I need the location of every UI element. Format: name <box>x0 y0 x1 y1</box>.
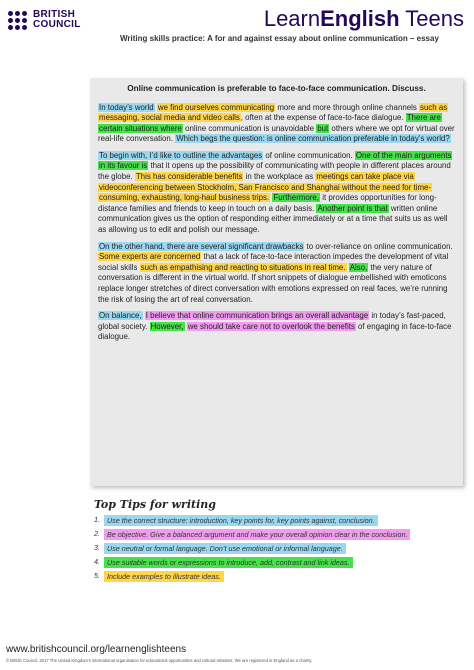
tip-number: 5. <box>94 571 100 580</box>
tip-text: Use the correct structure: introduction, key points for, key points against, conclusion. <box>104 515 378 526</box>
logo-line-1: BRITISH <box>33 9 76 20</box>
essay-paragraph-4: On balance, I believe that online communication brings an overall advantage in today’s fast-paced, global society. However, we should take care not to overlook the benefits of engaging in face-to-face dialogue. <box>98 311 452 342</box>
highlight-blue: In today’s world <box>99 102 154 112</box>
highlight-green: but <box>317 123 329 133</box>
highlight-pink: I believe that online communication brings an overall advantage <box>145 311 369 321</box>
tip-item <box>86 543 466 554</box>
brand-english: English <box>320 6 400 31</box>
learnenglish-teens-brand <box>264 6 464 32</box>
british-council-logo <box>8 10 81 30</box>
highlight-green: Another point is that <box>317 203 388 213</box>
highlight-yellow: we find ourselves communicating <box>157 102 275 112</box>
highlight-green: Also, <box>349 262 368 272</box>
tip-text: Use neutral or formal language. Don’t use emotional or informal language. <box>104 543 346 554</box>
highlight-blue: On balance, <box>99 311 142 321</box>
tip-number: 3. <box>94 543 100 552</box>
page-subtitle: Writing skills practice: A for and against essay about online communication – essay <box>120 34 439 43</box>
highlight-yellow: Some experts are concerned <box>99 252 201 262</box>
highlight-pink: we should take care not to overlook the benefits <box>187 321 355 331</box>
tip-text: Include examples to illustrate ideas. <box>104 571 224 582</box>
highlight-blue: On the other hand, there are several significant drawbacks <box>99 241 304 251</box>
highlight-green: One of the main arguments in its favour is <box>99 150 452 171</box>
top-tips-section <box>86 498 466 585</box>
highlight-green: However, <box>150 321 184 331</box>
tip-item <box>86 571 466 582</box>
footer-url: www.britishcouncil.org/learnenglishteens <box>6 644 187 655</box>
brand-learn: Learn <box>263 6 321 31</box>
page-header <box>0 0 474 52</box>
highlight-yellow: such as messaging, social media and video calls <box>99 102 448 123</box>
tip-text: Use suitable words or expressions to introduce, add, contrast and link ideas. <box>104 557 353 568</box>
highlight-yellow: meetings can take place via videoconferencing between Stockholm, San Francisco and Shanghai without the need for time-consuming, exhausting, long-haul business trips. <box>99 172 432 203</box>
essay-paragraph-3: On the other hand, there are several significant drawbacks to over-reliance on online communication. Some experts are concerned that a lack of face-to-face interaction impedes the development of vital social skills such as empathising and reacting to situations in real time. Also, the very nature of conversation is different in the virtual world. If short snippets of dialogue embellished with emoticons replace longer stretches of direct conversation with emotions expressed on real faces, we’re running the risk of losing the art of real conversation. <box>98 241 453 304</box>
tips-title: Top Tips for writing <box>94 498 216 511</box>
essay-paragraph-2: To begin with, I’d like to outline the advantages of online communication. One of the main arguments in its favour is that it opens up the possibility of communicating with people in different places around the globe. This has considerable benefits in the workplace as meetings can take place via videoconferencing between Stockholm, San Francisco and Shanghai without the need for time-consuming, exhausting, long-haul business trips. Furthermore, it provides opportunities for long-distance families and friends to keep in touch on a daily basis. Another point is that written online communication gives us the option of responding either immediately or at a time that suits us as well as allowing us to edit and polish our message. <box>98 150 452 235</box>
highlight-green: Furthermore, <box>273 193 319 203</box>
brand-teens: Teens <box>405 6 464 31</box>
logo-line-2: COUNCIL <box>33 19 81 30</box>
tip-number: 2. <box>94 529 100 538</box>
tips-list <box>86 515 466 582</box>
highlight-green: There are certain situations where <box>99 113 441 133</box>
tip-number: 4. <box>94 557 100 566</box>
british-council-dots-icon <box>8 11 27 30</box>
tip-item <box>86 557 466 568</box>
tip-number: 1. <box>94 515 100 524</box>
essay-paragraph-1: In today’s world we find ourselves communicating more and more through online channels such as messaging, social media and video calls, often at the expense of face-to-face dialogue. There are certain situations where online communication is unavoidable but others where we opt for virtual over real-life conversation. Which begs the question: is online communication preferable in today’s world? <box>98 102 455 144</box>
highlight-blue: Which begs the question: is online communication preferable in today’s world? <box>176 134 450 144</box>
tip-item <box>86 529 466 540</box>
essay-panel <box>90 78 463 486</box>
essay-title: Online communication is preferable to face-to-face communication. Discuss. <box>127 84 426 93</box>
tip-text: Be objective. Give a balanced argument and make your overall opinion clear in the conclusion. <box>104 529 410 540</box>
highlight-yellow: such as empathising and reacting to situations in real time. <box>140 262 346 272</box>
highlight-yellow: This has considerable benefits <box>135 172 243 182</box>
tip-item <box>86 515 466 526</box>
copyright-notice: © British Council, 2017 The United Kingdom’s international organisation for educational opportunities and cultural relations. We are registered in England as a charity. <box>6 658 313 663</box>
highlight-blue: To begin with, I’d like to outline the advantages <box>99 150 263 160</box>
